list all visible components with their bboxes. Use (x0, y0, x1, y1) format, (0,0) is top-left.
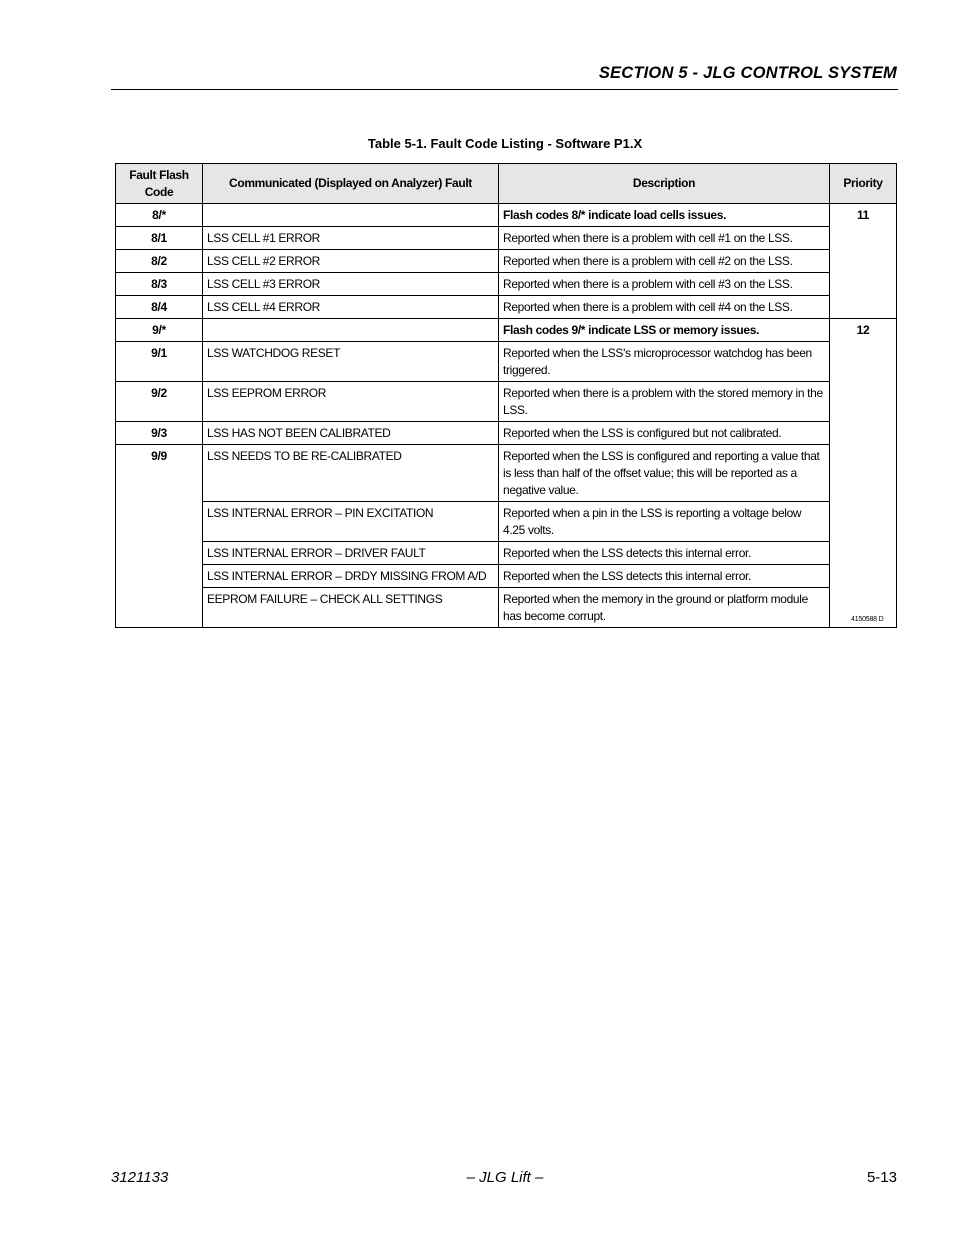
fault-name-cell: LSS HAS NOT BEEN CALIBRATED (203, 422, 499, 445)
table-row (116, 250, 897, 273)
fault-name-cell: LSS NEEDS TO BE RE-CALIBRATED (203, 445, 499, 502)
table-row (116, 227, 897, 250)
table-row (116, 422, 897, 445)
fault-code-cell: 9/2 (116, 382, 203, 422)
table-header-row (116, 164, 897, 204)
description-cell: Reported when there is a problem with cell #3 on the LSS. (499, 273, 830, 296)
fault-code-cell: 9/9 (116, 445, 203, 628)
priority-cell-group-8: 11 (830, 204, 897, 319)
fault-code-cell: 8/3 (116, 273, 203, 296)
col-header-priority: Priority (830, 164, 897, 204)
description-cell: Reported when the memory in the ground or platform module has become corrupt. (499, 588, 830, 628)
fault-name-cell (203, 204, 499, 227)
description-cell: Reported when the LSS detects this internal error. (499, 542, 830, 565)
fault-code-cell: 9/* (116, 319, 203, 342)
fault-name-cell: LSS WATCHDOG RESET (203, 342, 499, 382)
fault-code-cell: 8/1 (116, 227, 203, 250)
fault-name-cell: LSS INTERNAL ERROR – DRIVER FAULT (203, 542, 499, 565)
col-header-description: Description (499, 164, 830, 204)
description-cell: Reported when there is a problem with cell #1 on the LSS. (499, 227, 830, 250)
fault-code-cell: 8/* (116, 204, 203, 227)
fault-code-cell: 9/3 (116, 422, 203, 445)
table-row (116, 204, 897, 227)
footer-center-text: – JLG Lift – (466, 1169, 544, 1186)
fault-code-cell: 9/1 (116, 342, 203, 382)
fault-name-cell: EEPROM FAILURE – CHECK ALL SETTINGS (203, 588, 499, 628)
table-row (116, 382, 897, 422)
fault-name-cell: LSS INTERNAL ERROR – DRDY MISSING FROM A/D (203, 565, 499, 588)
fault-name-cell: LSS EEPROM ERROR (203, 382, 499, 422)
fault-name-cell (203, 319, 499, 342)
description-cell: Flash codes 8/* indicate load cells issues. (499, 204, 830, 227)
description-cell: Reported when the LSS detects this internal error. (499, 565, 830, 588)
table-row (116, 542, 897, 565)
fault-name-cell: LSS INTERNAL ERROR – PIN EXCITATION (203, 502, 499, 542)
fault-code-cell: 8/4 (116, 296, 203, 319)
table-row (116, 445, 897, 502)
description-cell: Reported when there is a problem with the stored memory in the LSS. (499, 382, 830, 422)
table-row (116, 342, 897, 382)
fault-code-cell: 8/2 (116, 250, 203, 273)
description-cell: Reported when there is a problem with cell #2 on the LSS. (499, 250, 830, 273)
description-cell: Reported when the LSS is configured but not calibrated. (499, 422, 830, 445)
fault-name-cell: LSS CELL #3 ERROR (203, 273, 499, 296)
table-row (116, 588, 897, 628)
col-header-communicated-fault: Communicated (Displayed on Analyzer) Fault (203, 164, 499, 204)
table-title: Table 5-1. Fault Code Listing - Software P1.X (367, 136, 643, 151)
header-rule (111, 89, 898, 90)
description-cell: Reported when the LSS's microprocessor watchdog has been triggered. (499, 342, 830, 382)
description-cell: Reported when there is a problem with cell #4 on the LSS. (499, 296, 830, 319)
footer-doc-number: 3121133 (111, 1169, 169, 1186)
table-row (116, 296, 897, 319)
priority-cell-group-9: 12 (830, 319, 897, 628)
description-cell: Reported when a pin in the LSS is reporting a voltage below 4.25 volts. (499, 502, 830, 542)
fault-name-cell: LSS CELL #4 ERROR (203, 296, 499, 319)
footer-page-number: 5-13 (866, 1169, 897, 1186)
section-title: SECTION 5 - JLG CONTROL SYSTEM (598, 64, 897, 82)
fault-name-cell: LSS CELL #2 ERROR (203, 250, 499, 273)
table-row (116, 273, 897, 296)
col-header-fault-flash-code: Fault Flash Code (116, 164, 203, 204)
table-row (116, 502, 897, 542)
fault-name-cell: LSS CELL #1 ERROR (203, 227, 499, 250)
table-row (116, 565, 897, 588)
description-cell: Reported when the LSS is configured and reporting a value that is less than half of the offset value; this will be reported as a negative value. (499, 445, 830, 502)
description-cell: Flash codes 9/* indicate LSS or memory issues. (499, 319, 830, 342)
fault-code-table (115, 163, 897, 628)
table-row (116, 319, 897, 342)
figure-id: 4150588 D (851, 616, 884, 623)
